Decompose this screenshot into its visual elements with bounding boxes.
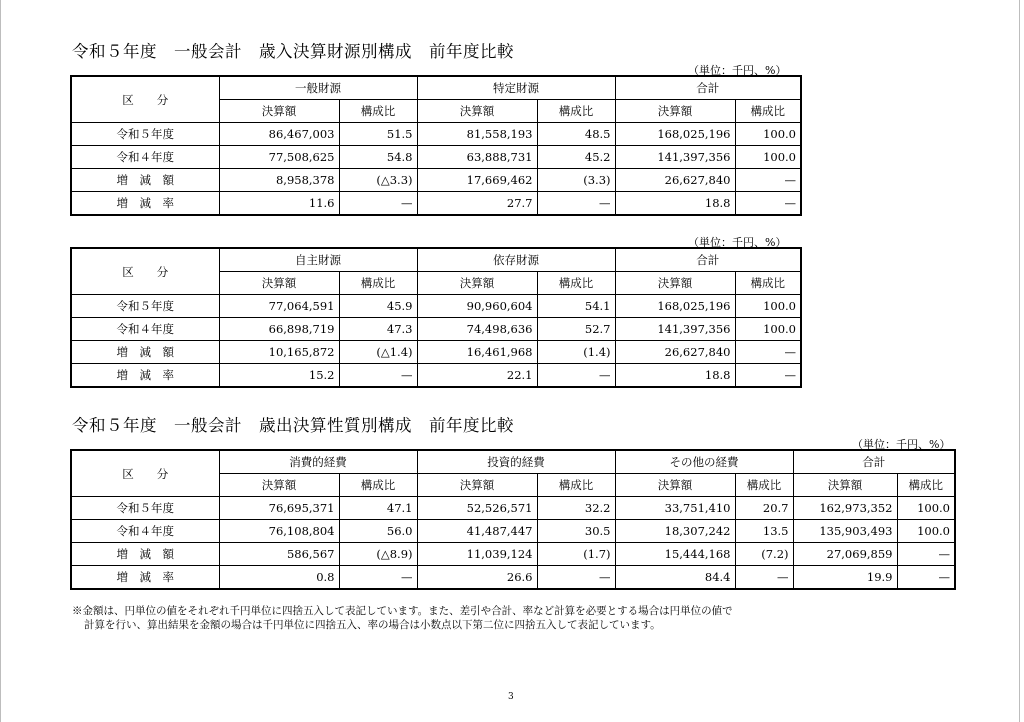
- cell: 26.6: [417, 566, 537, 590]
- cell: 586,567: [219, 543, 339, 566]
- table-row: [71, 566, 955, 590]
- amount-header: 決算額: [615, 474, 735, 497]
- cell: 41,487,447: [417, 520, 537, 543]
- cell: —: [897, 566, 955, 590]
- amount-header: 決算額: [219, 474, 339, 497]
- cell: (1.4): [537, 341, 615, 364]
- cell: —: [339, 364, 417, 388]
- table-row: [71, 341, 801, 364]
- table1-unit-label: （単位：千円、%）: [688, 64, 787, 77]
- group-header: 消費的経費: [219, 450, 417, 474]
- amount-header: 決算額: [417, 474, 537, 497]
- group-header: 依存財源: [417, 248, 615, 272]
- cell: (3.3): [537, 169, 615, 192]
- cell: —: [897, 543, 955, 566]
- cell: 51.5: [339, 123, 417, 146]
- cell: (△1.4): [339, 341, 417, 364]
- group-header: 特定財源: [417, 76, 615, 100]
- table-row: [71, 295, 801, 318]
- page-border-left: [0, 0, 1, 722]
- row-label: 令和４年度: [71, 318, 219, 341]
- footnote-line-2: 計算を行い、算出結果を金額の場合は千円単位に四捨五入、率の場合は小数点以下第二位に四捨五入して表記しています。: [84, 619, 661, 631]
- amount-header: 決算額: [793, 474, 897, 497]
- cell: 33,751,410: [615, 497, 735, 520]
- amount-header: 決算額: [417, 100, 537, 123]
- cell: 48.5: [537, 123, 615, 146]
- cell: 86,467,003: [219, 123, 339, 146]
- cell: 84.4: [615, 566, 735, 590]
- cell: 22.1: [417, 364, 537, 388]
- table2-unit-label: （単位：千円、%）: [688, 236, 787, 249]
- table-header-row: [71, 248, 801, 272]
- cell: 74,498,636: [417, 318, 537, 341]
- cell: 54.8: [339, 146, 417, 169]
- row-label: 令和４年度: [71, 146, 219, 169]
- amount-header: 決算額: [219, 100, 339, 123]
- cell: 30.5: [537, 520, 615, 543]
- cell: 15.2: [219, 364, 339, 388]
- cell: 47.3: [339, 318, 417, 341]
- cell: 100.0: [735, 295, 801, 318]
- cell: 11,039,124: [417, 543, 537, 566]
- cell: 52.7: [537, 318, 615, 341]
- amount-header: 決算額: [615, 100, 735, 123]
- cell: 63,888,731: [417, 146, 537, 169]
- cell: 11.6: [219, 192, 339, 216]
- cell: 162,973,352: [793, 497, 897, 520]
- row-label: 令和５年度: [71, 295, 219, 318]
- footnote: [72, 604, 733, 632]
- ratio-header: 構成比: [537, 272, 615, 295]
- cell: 76,695,371: [219, 497, 339, 520]
- cell: (7.2): [735, 543, 793, 566]
- cell: 76,108,804: [219, 520, 339, 543]
- table3-unit-label: （単位：千円、%）: [852, 438, 951, 451]
- cell: 168,025,196: [615, 295, 735, 318]
- cell: —: [735, 566, 793, 590]
- revenue-section-title: 令和５年度 一般会計 歳入決算財源別構成 前年度比較: [72, 42, 514, 61]
- group-header: その他の経費: [615, 450, 793, 474]
- row-label: 令和５年度: [71, 123, 219, 146]
- row-label: 増 減 額: [71, 543, 219, 566]
- cell: (△8.9): [339, 543, 417, 566]
- table-row: [71, 543, 955, 566]
- category-header: 区 分: [71, 76, 219, 123]
- ratio-header: 構成比: [735, 272, 801, 295]
- expenditure-section-title: 令和５年度 一般会計 歳出決算性質別構成 前年度比較: [72, 416, 514, 435]
- cell: 56.0: [339, 520, 417, 543]
- cell: —: [537, 566, 615, 590]
- cell: —: [735, 169, 801, 192]
- cell: (△3.3): [339, 169, 417, 192]
- cell: —: [537, 364, 615, 388]
- cell: 18.8: [615, 192, 735, 216]
- row-label: 令和４年度: [71, 520, 219, 543]
- cell: 100.0: [897, 520, 955, 543]
- group-header: 合計: [615, 248, 801, 272]
- cell: 8,958,378: [219, 169, 339, 192]
- row-label: 令和５年度: [71, 497, 219, 520]
- row-label: 増 減 率: [71, 364, 219, 388]
- table-header-row: [71, 450, 955, 474]
- cell: 47.1: [339, 497, 417, 520]
- ratio-header: 構成比: [339, 272, 417, 295]
- ratio-header: 構成比: [897, 474, 955, 497]
- cell: 141,397,356: [615, 318, 735, 341]
- table-row: [71, 318, 801, 341]
- table-row: [71, 169, 801, 192]
- cell: 27.7: [417, 192, 537, 216]
- amount-header: 決算額: [219, 272, 339, 295]
- cell: 26,627,840: [615, 169, 735, 192]
- cell: 66,898,719: [219, 318, 339, 341]
- group-header: 一般財源: [219, 76, 417, 100]
- cell: 27,069,859: [793, 543, 897, 566]
- table-header-row: [71, 76, 801, 100]
- amount-header: 決算額: [615, 272, 735, 295]
- cell: 100.0: [735, 318, 801, 341]
- cell: 16,461,968: [417, 341, 537, 364]
- row-label: 増 減 額: [71, 341, 219, 364]
- revenue-independence-table: [70, 247, 802, 388]
- cell: (1.7): [537, 543, 615, 566]
- cell: 77,508,625: [219, 146, 339, 169]
- cell: —: [735, 341, 801, 364]
- category-header: 区 分: [71, 450, 219, 497]
- group-header: 自主財源: [219, 248, 417, 272]
- page-border-right: [1019, 0, 1020, 722]
- revenue-source-table: [70, 75, 802, 216]
- cell: —: [735, 364, 801, 388]
- category-header: 区 分: [71, 248, 219, 295]
- table-row: [71, 146, 801, 169]
- table-row: [71, 192, 801, 216]
- table-row: [71, 497, 955, 520]
- row-label: 増 減 率: [71, 566, 219, 590]
- expenditure-nature-table: [70, 449, 956, 590]
- cell: 32.2: [537, 497, 615, 520]
- cell: 26,627,840: [615, 341, 735, 364]
- cell: 18.8: [615, 364, 735, 388]
- ratio-header: 構成比: [339, 474, 417, 497]
- table-row: [71, 364, 801, 388]
- cell: 52,526,571: [417, 497, 537, 520]
- cell: 54.1: [537, 295, 615, 318]
- ratio-header: 構成比: [537, 100, 615, 123]
- cell: —: [735, 192, 801, 216]
- amount-header: 決算額: [417, 272, 537, 295]
- cell: 13.5: [735, 520, 793, 543]
- cell: 19.9: [793, 566, 897, 590]
- footnote-line-1: ※金額は、円単位の値をそれぞれ千円単位に四捨五入して表記しています。また、差引や合計、率など計算を必要とする場合は円単位の値で: [72, 605, 733, 617]
- cell: —: [537, 192, 615, 216]
- row-label: 増 減 率: [71, 192, 219, 216]
- ratio-header: 構成比: [735, 100, 801, 123]
- cell: —: [339, 566, 417, 590]
- ratio-header: 構成比: [537, 474, 615, 497]
- cell: 141,397,356: [615, 146, 735, 169]
- cell: —: [339, 192, 417, 216]
- ratio-header: 構成比: [735, 474, 793, 497]
- cell: 100.0: [897, 497, 955, 520]
- cell: 45.9: [339, 295, 417, 318]
- page-number: 3: [508, 692, 514, 702]
- cell: 18,307,242: [615, 520, 735, 543]
- group-header: 合計: [615, 76, 801, 100]
- group-header: 投資的経費: [417, 450, 615, 474]
- table-row: [71, 520, 955, 543]
- cell: 168,025,196: [615, 123, 735, 146]
- row-label: 増 減 額: [71, 169, 219, 192]
- cell: 15,444,168: [615, 543, 735, 566]
- cell: 10,165,872: [219, 341, 339, 364]
- group-header: 合計: [793, 450, 955, 474]
- cell: 17,669,462: [417, 169, 537, 192]
- cell: 81,558,193: [417, 123, 537, 146]
- ratio-header: 構成比: [339, 100, 417, 123]
- cell: 100.0: [735, 146, 801, 169]
- cell: 90,960,604: [417, 295, 537, 318]
- cell: 77,064,591: [219, 295, 339, 318]
- cell: 100.0: [735, 123, 801, 146]
- cell: 0.8: [219, 566, 339, 590]
- cell: 45.2: [537, 146, 615, 169]
- cell: 20.7: [735, 497, 793, 520]
- table-row: [71, 123, 801, 146]
- cell: 135,903,493: [793, 520, 897, 543]
